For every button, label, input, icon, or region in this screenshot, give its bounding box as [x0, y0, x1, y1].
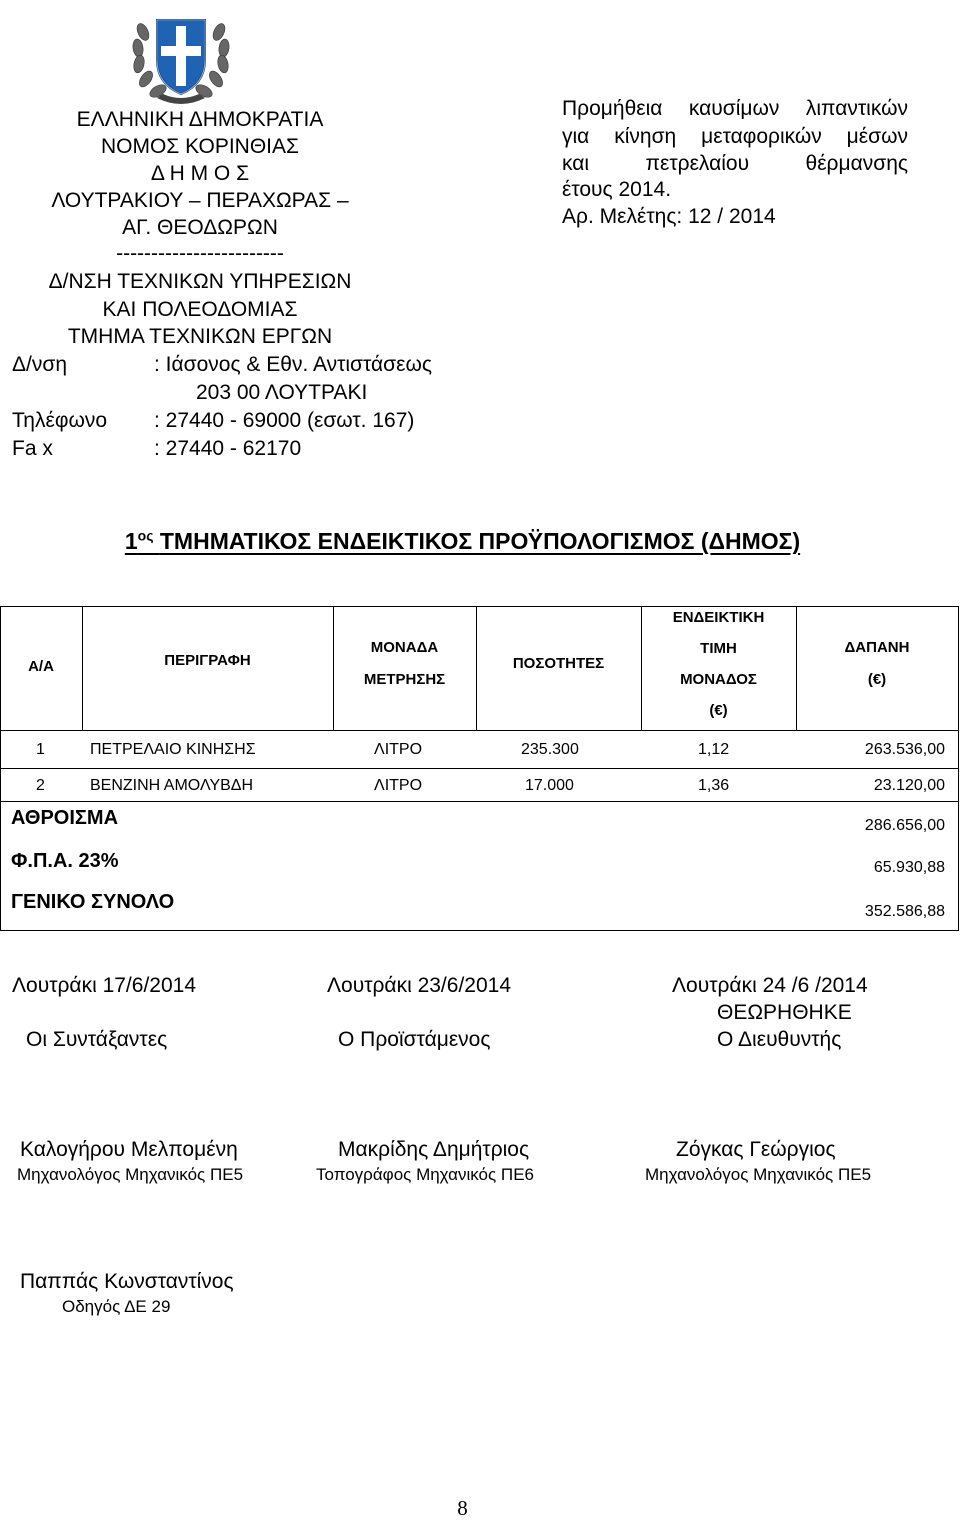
row-1-unit: ΛΙΤΡΟ — [374, 741, 423, 758]
signatory-title-1: Μηχανολόγος Μηχανικός ΠΕ5 — [17, 1165, 244, 1184]
address-value: : Ιάσονος & Εθν. Αντιστάσεως — [154, 353, 432, 376]
header-quantities: ΠΟΣΟΤΗΤΕΣ — [512, 655, 605, 672]
row-2-unit: ΛΙΤΡΟ — [374, 777, 423, 794]
signatory-title-4: Οδηγός ΔΕ 29 — [62, 1297, 171, 1316]
budget-table — [0, 606, 959, 931]
sum-value: 286.656,00 — [864, 817, 945, 834]
letterhead-municipality-name-2: ΑΓ. ΘΕΟΔΩΡΩΝ — [122, 216, 278, 239]
letterhead-department: ΤΜΗΜΑ ΤΕΧΝΙΚΩΝ ΕΡΓΩΝ — [67, 325, 333, 348]
date-authors: Λουτράκι 17/6/2014 — [12, 974, 196, 997]
row-1-quantity: 235.300 — [521, 741, 579, 758]
letterhead-country: ΕΛΛΗΝΙΚΗ ΔΗΜΟΚΡΑΤΙΑ — [76, 108, 324, 131]
date-supervisor: Λουτράκι 23/6/2014 — [327, 974, 511, 997]
signatory-name-3: Ζόγκας Γεώργιος — [676, 1138, 836, 1161]
study-number: Αρ. Μελέτης: 12 / 2014 — [562, 205, 776, 228]
row-2-unit-price: 1,36 — [698, 777, 730, 794]
letterhead-separator: ------------------------ — [116, 242, 284, 265]
title-number: 1 — [124, 528, 138, 554]
vat-value: 65.930,88 — [873, 859, 945, 876]
address-postcode: 203 00 ΛΟΥΤΡΑΚΙ — [196, 381, 368, 404]
header-unit-price: (€) — [709, 702, 728, 719]
signatory-name-2: Μακρίδης Δημήτριος — [338, 1138, 530, 1161]
grand-total-value: 352.586,88 — [864, 903, 945, 920]
letterhead-municipality-label: Δ Η Μ Ο Σ — [150, 162, 250, 185]
header-unit-price: ΜΟΝΑΔΟΣ — [680, 671, 757, 688]
signatory-title-2: Τοπογράφος Μηχανικός ΠΕ6 — [316, 1165, 534, 1184]
row-1-aa: 1 — [36, 741, 45, 758]
row-2-quantity: 17.000 — [525, 777, 574, 794]
coat-of-arms-emblem — [127, 2, 235, 110]
sum-label: ΑΘΡΟΙΣΜΑ — [11, 807, 119, 829]
header-unit: ΜΟΝΑΔΑ — [370, 639, 439, 656]
grand-total-label: ΓΕΝΙΚΟ ΣΥΝΟΛΟ — [11, 891, 175, 913]
header-aa: Α/Α — [28, 658, 54, 675]
letterhead-directorate-2: ΚΑΙ ΠΟΛΕΟΔΟΜΙΑΣ — [102, 298, 298, 321]
signatory-name-1: Καλογήρου Μελπομένη — [20, 1138, 238, 1161]
letterhead-directorate: Δ/ΝΣΗ ΤΕΧΝΙΚΩΝ ΥΠΗΡΕΣΙΩΝ — [48, 270, 352, 293]
role-authors: Οι Συντάξαντες — [26, 1028, 168, 1051]
row-2-cost: 23.120,00 — [873, 777, 945, 794]
header-description: ΠΕΡΙΓΡΑΦΗ — [164, 652, 251, 669]
signatory-name-4: Παππάς Κωνσταντίνος — [20, 1270, 234, 1293]
vat-label: Φ.Π.Α. 23% — [11, 850, 119, 872]
address-label: Δ/νση — [12, 353, 68, 376]
approved-label: ΘΕΩΡΗΘΗΚΕ — [717, 1001, 852, 1024]
subject-line: έτους 2014. — [562, 178, 672, 201]
header-cost: (€) — [867, 671, 887, 688]
subject-line: Προμήθεια καυσίμων λιπαντικών — [562, 97, 908, 120]
signatory-title-3: Μηχανολόγος Μηχανικός ΠΕ5 — [645, 1165, 872, 1184]
document-title — [0, 528, 925, 555]
role-supervisor: Ο Προϊστάμενος — [338, 1028, 491, 1051]
phone-value: : 27440 - 69000 (εσωτ. 167) — [154, 409, 415, 432]
title-ordinal: ος — [137, 527, 154, 544]
date-director: Λουτράκι 24 /6 /2014 — [672, 974, 868, 997]
phone-label: Τηλέφωνο — [12, 409, 108, 432]
header-unit: ΜΕΤΡΗΣΗΣ — [363, 671, 446, 688]
letterhead-municipality-name: ΛΟΥΤΡΑΚΙΟΥ – ΠΕΡΑΧΩΡΑΣ – — [51, 189, 349, 212]
row-2-description: ΒΕΝΖΙΝΗ ΑΜΟΛΥΒΔΗ — [90, 777, 254, 794]
row-1-cost: 263.536,00 — [864, 741, 945, 758]
fax-label: Fa x — [12, 437, 53, 460]
subject-line: για κίνηση μεταφορικών μέσων — [562, 125, 908, 148]
title-text: ΤΜΗΜΑΤΙΚΟΣ ΕΝΔΕΙΚΤΙΚΟΣ ΠΡΟΫΠΟΛΟΓΙΣΜΟΣ (ΔΗΜΟΣ) — [159, 528, 801, 554]
role-director: Ο Διευθυντής — [717, 1028, 842, 1051]
header-cost: ΔΑΠΑΝΗ — [844, 639, 910, 656]
header-unit-price: ΕΝΔΕΙΚΤΙΚΗ — [672, 609, 765, 626]
row-1-description: ΠΕΤΡΕΛΑΙΟ ΚΙΝΗΣΗΣ — [90, 741, 256, 758]
subject-line: και πετρελαίου θέρμανσης — [562, 152, 908, 175]
header-unit-price: ΤΙΜΗ — [700, 640, 737, 657]
row-2-aa: 2 — [36, 777, 45, 794]
page-number: 8 — [457, 1496, 468, 1520]
fax-value: : 27440 - 62170 — [154, 437, 302, 460]
letterhead-prefecture: ΝΟΜΟΣ ΚΟΡΙΝΘΙΑΣ — [100, 135, 299, 158]
row-1-unit-price: 1,12 — [698, 741, 730, 758]
